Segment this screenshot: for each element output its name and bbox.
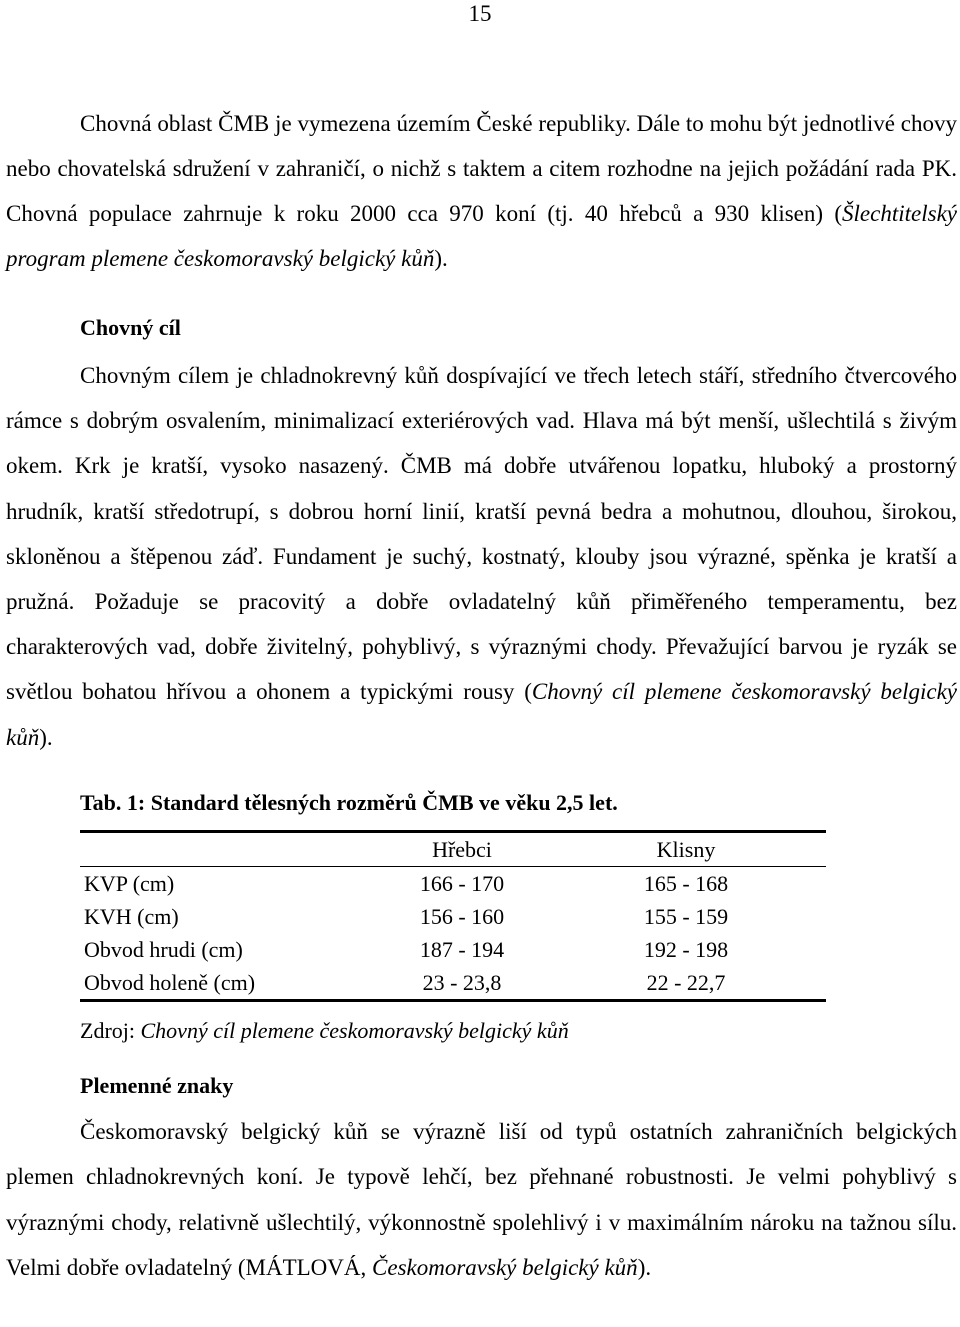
paragraph-breeding-goal (6, 353, 957, 760)
cell-mares: 155 - 159 (643, 904, 729, 929)
heading-breed-characteristics: Plemenné znaky (80, 1073, 234, 1098)
paragraph-end: ). (39, 724, 53, 750)
table-row (80, 966, 826, 1001)
paragraph-end: ). (637, 1254, 652, 1280)
row-label: KVH (cm) (84, 904, 179, 929)
source-label: Zdroj: (80, 1018, 141, 1043)
source-citation: Chovný cíl plemene českomoravský belgický kůň (140, 1018, 569, 1043)
paragraph-text: Českomoravský belgický kůň se výrazně liší od typů ostatních zahraničních belgických plemen chladnokrevných koní. Je typově lehčí, bez přehnané robustnosti. Je velmi pohyblivý s výraznými chody, relativně ušlechtilý, výkonnostně spolehlivý i v maximálním nároku na tažnou sílu. Velmi dobře ovladatelný (MÁTLOVÁ, (6, 1119, 957, 1280)
paragraph-breeding-area (6, 101, 957, 281)
row-label: Obvod hrudi (cm) (84, 937, 243, 962)
citation: Českomoravský belgický kůň (372, 1254, 638, 1280)
citation: Chovný cíl plemene českomoravský belgický kůň (6, 679, 957, 750)
paragraph-text: Chovná oblast ČMB je vymezena územím České republiky. Dále to mohu být jednotlivé chovy nebo chovatelská sdružení v zahraničí, o nichž s taktem a citem rozhodne na jejich požádání rada PK. Chovná populace zahrnuje k roku 2000 cca 970 koní (tj. 40 hřebců a 930 klisen) ( (6, 111, 957, 226)
cell-stallions: 166 - 170 (419, 871, 505, 896)
row-label: KVP (cm) (84, 871, 175, 896)
cell-stallions: 187 - 194 (419, 937, 505, 962)
paragraph-end: ). (434, 246, 448, 271)
table-header-row (80, 832, 826, 867)
heading-breeding-goal: Chovný cíl (80, 315, 181, 340)
cell-stallions: 156 - 160 (419, 904, 505, 929)
cell-mares: 192 - 198 (643, 937, 729, 962)
table-source (80, 1015, 569, 1047)
paragraph-text: Chovným cílem je chladnokrevný kůň dospívající ve třech letech stáří, středního čtvercového rámce s dobrým osvalením, minimalizací exteriérových vad. Hlava má být menší, ušlechtilá s živým okem. Krk je kratší, vysoko nasazený. ČMB má dobře utvářenou lopatku, hluboký a prostorný hrudník, kratší středotrupí, s dobrou horní linií, kratší pevná bedra a mohutnou, dlouhou, širokou, skloněnou a štěpenou záď. Fundament je suchý, kostnatý, klouby jsou výrazné, spěnka je kratší a pružná. Požaduje se pracovitý a dobře ovladatelný kůň přiměřeného temperamentu, bez charakterových vad, dobře živitelný, pohyblivý, s výraznými chody. Převažující barvou je ryzák se světlou bohatou hřívou a ohonem a typickými rousy ( (6, 363, 957, 705)
table-row (80, 867, 826, 901)
paragraph-breed-characteristics (6, 1109, 957, 1290)
header-cell (80, 832, 378, 867)
citation: Šlechtitelský program plemene českomoravský belgický kůň (6, 201, 957, 271)
page-number: 15 (468, 1, 492, 26)
cell-mares: 165 - 168 (643, 871, 729, 896)
header-cell-mares: Klisny (656, 837, 716, 862)
table-row (80, 933, 826, 966)
header-cell-stallions: Hřebci (432, 837, 492, 862)
cell-mares: 22 - 22,7 (646, 970, 726, 995)
body-measurements-table (80, 830, 826, 1002)
table-row (80, 900, 826, 933)
table-caption: Tab. 1: Standard tělesných rozměrů ČMB ve věku 2,5 let. (80, 790, 618, 815)
cell-stallions: 23 - 23,8 (422, 970, 502, 995)
row-label: Obvod holeně (cm) (84, 970, 256, 995)
